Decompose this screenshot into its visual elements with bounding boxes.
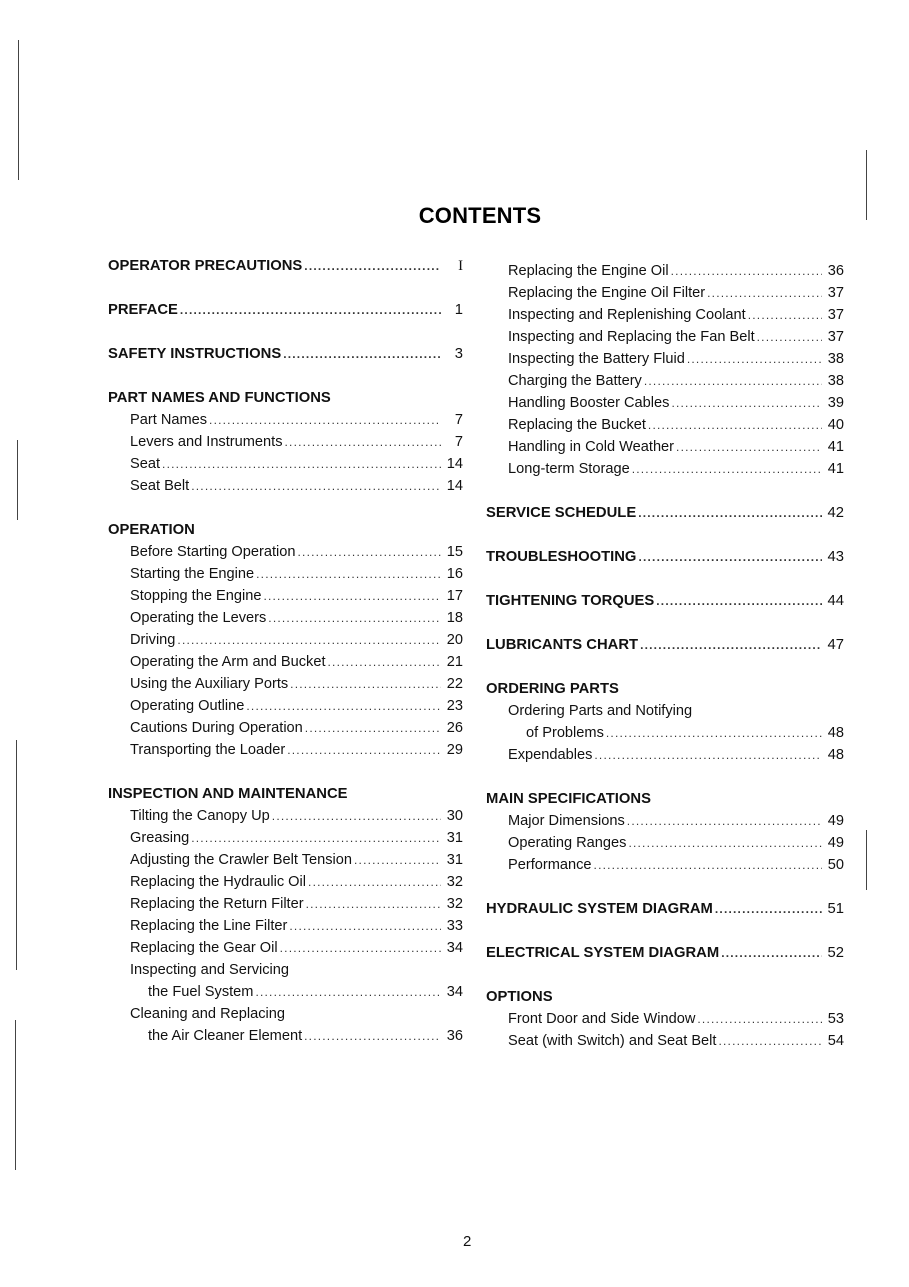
toc-label: Operating the Arm and Bucket bbox=[130, 654, 326, 670]
toc-entry[interactable] bbox=[486, 414, 844, 436]
toc-page: 32 bbox=[446, 874, 463, 890]
toc-entry[interactable] bbox=[486, 744, 844, 766]
toc-page: 52 bbox=[827, 945, 844, 961]
toc-entry[interactable] bbox=[486, 282, 844, 304]
toc-page: 39 bbox=[827, 395, 844, 411]
toc-page: 26 bbox=[446, 720, 463, 736]
leader-dots bbox=[638, 502, 822, 524]
toc-label: Seat Belt bbox=[130, 478, 190, 494]
leader-dots bbox=[632, 458, 822, 480]
toc-page: 31 bbox=[446, 852, 463, 868]
leader-dots bbox=[272, 805, 441, 827]
toc-label: Part Names bbox=[130, 412, 208, 428]
toc-entry[interactable] bbox=[486, 810, 844, 832]
toc-page: 47 bbox=[827, 637, 844, 653]
leader-dots bbox=[757, 326, 822, 348]
leader-dots bbox=[268, 607, 441, 629]
toc-entry[interactable] bbox=[486, 458, 844, 480]
toc-entry-preface[interactable] bbox=[108, 299, 463, 321]
section-heading-operation: OPERATION bbox=[108, 522, 195, 538]
leader-dots bbox=[298, 541, 442, 563]
leader-dots bbox=[180, 299, 441, 321]
toc-page: 40 bbox=[827, 417, 844, 433]
toc-page: 22 bbox=[446, 676, 463, 692]
toc-entry-safety-instructions[interactable] bbox=[108, 343, 463, 365]
leader-dots bbox=[308, 871, 441, 893]
toc-label: Seat bbox=[130, 456, 161, 472]
toc-page: 29 bbox=[446, 742, 463, 758]
toc-label: Replacing the Line Filter bbox=[130, 918, 288, 934]
toc-page: 44 bbox=[827, 593, 844, 609]
toc-left-column bbox=[108, 255, 463, 1047]
toc-label: Cleaning and Replacing bbox=[130, 1006, 285, 1022]
toc-page: 48 bbox=[827, 747, 844, 763]
toc-page: 53 bbox=[827, 1011, 844, 1027]
toc-label: the Fuel System bbox=[148, 984, 254, 1000]
toc-entry[interactable] bbox=[108, 475, 463, 497]
toc-entry[interactable] bbox=[108, 805, 463, 827]
toc-page: 7 bbox=[454, 412, 463, 428]
leader-dots bbox=[255, 981, 441, 1003]
leader-dots bbox=[671, 260, 822, 282]
scan-edge-line-right bbox=[866, 830, 867, 890]
toc-entry[interactable] bbox=[486, 348, 844, 370]
toc-entry[interactable] bbox=[108, 695, 463, 717]
leader-dots bbox=[715, 898, 822, 920]
toc-label: Major Dimensions bbox=[508, 813, 625, 829]
page-number: 2 bbox=[463, 1233, 472, 1250]
toc-page: 51 bbox=[827, 901, 844, 917]
toc-page: 18 bbox=[446, 610, 463, 626]
toc-entry-line1[interactable] bbox=[108, 959, 463, 981]
scan-edge-line-left bbox=[17, 440, 18, 520]
toc-page: 42 bbox=[827, 505, 844, 521]
toc-page: 36 bbox=[827, 263, 844, 279]
leader-dots bbox=[246, 695, 441, 717]
leader-dots bbox=[283, 343, 441, 365]
toc-label: Driving bbox=[130, 632, 176, 648]
toc-label: OPERATOR PRECAUTIONS bbox=[108, 258, 303, 274]
toc-entry[interactable] bbox=[108, 893, 463, 915]
toc-label: Operating Outline bbox=[130, 698, 245, 714]
toc-entry[interactable] bbox=[108, 585, 463, 607]
leader-dots bbox=[721, 942, 822, 964]
toc-entry[interactable] bbox=[108, 409, 463, 431]
leader-dots bbox=[287, 739, 441, 761]
leader-dots bbox=[304, 1025, 441, 1047]
leader-dots bbox=[256, 563, 441, 585]
toc-label: HYDRAULIC SYSTEM DIAGRAM bbox=[486, 901, 713, 917]
toc-entry[interactable] bbox=[108, 937, 463, 959]
toc-entry-line1[interactable] bbox=[108, 1003, 463, 1025]
toc-label: Replacing the Bucket bbox=[508, 417, 646, 433]
toc-entry[interactable] bbox=[108, 871, 463, 893]
toc-label: Replacing the Return Filter bbox=[130, 896, 304, 912]
toc-entry[interactable] bbox=[486, 1008, 844, 1030]
leader-dots bbox=[594, 854, 822, 876]
toc-entry-hydraulic-diagram[interactable] bbox=[486, 898, 844, 920]
toc-label: the Air Cleaner Element bbox=[148, 1028, 303, 1044]
leader-dots bbox=[191, 827, 441, 849]
leader-dots bbox=[748, 304, 822, 326]
leader-dots bbox=[648, 414, 822, 436]
toc-label: Handling Booster Cables bbox=[508, 395, 670, 411]
toc-label: Front Door and Side Window bbox=[508, 1011, 696, 1027]
toc-label: Ordering Parts and Notifying bbox=[508, 703, 693, 719]
leader-dots bbox=[209, 409, 441, 431]
toc-label: Before Starting Operation bbox=[130, 544, 296, 560]
toc-entry[interactable] bbox=[108, 717, 463, 739]
toc-label: Operating the Levers bbox=[130, 610, 267, 626]
toc-entry[interactable] bbox=[108, 607, 463, 629]
toc-label: Charging the Battery bbox=[508, 373, 642, 389]
toc-label: Replacing the Gear Oil bbox=[130, 940, 278, 956]
toc-page: 37 bbox=[827, 307, 844, 323]
toc-label: TIGHTENING TORQUES bbox=[486, 593, 655, 609]
toc-entry-service-schedule[interactable] bbox=[486, 502, 844, 524]
toc-page: 7 bbox=[454, 434, 463, 450]
toc-page: 31 bbox=[446, 830, 463, 846]
toc-label: Replacing the Engine Oil Filter bbox=[508, 285, 706, 301]
toc-page: 48 bbox=[827, 725, 844, 741]
toc-entry[interactable] bbox=[108, 827, 463, 849]
toc-entry[interactable] bbox=[108, 431, 463, 453]
toc-label: Inspecting and Replenishing Coolant bbox=[508, 307, 746, 323]
toc-label: TROUBLESHOOTING bbox=[486, 549, 637, 565]
toc-label: Inspecting the Battery Fluid bbox=[508, 351, 685, 367]
leader-dots bbox=[628, 832, 822, 854]
toc-entry[interactable] bbox=[486, 832, 844, 854]
toc-entry-electrical-diagram[interactable] bbox=[486, 942, 844, 964]
toc-entry-tightening-torques[interactable] bbox=[486, 590, 844, 612]
leader-dots bbox=[707, 282, 822, 304]
leader-dots bbox=[285, 431, 441, 453]
leader-dots bbox=[328, 651, 441, 673]
section-heading-main-specifications: MAIN SPECIFICATIONS bbox=[486, 791, 651, 807]
toc-entry[interactable] bbox=[108, 563, 463, 585]
toc-page: 14 bbox=[446, 478, 463, 494]
leader-dots bbox=[697, 1008, 822, 1030]
toc-label: PREFACE bbox=[108, 302, 178, 318]
leader-dots bbox=[594, 744, 822, 766]
toc-entry[interactable] bbox=[486, 326, 844, 348]
toc-label: LUBRICANTS CHART bbox=[486, 637, 639, 653]
toc-page: 23 bbox=[446, 698, 463, 714]
toc-page: 37 bbox=[827, 329, 844, 345]
leader-dots bbox=[687, 348, 822, 370]
leader-dots bbox=[627, 810, 822, 832]
toc-label: Replacing the Engine Oil bbox=[508, 263, 669, 279]
leader-dots bbox=[644, 370, 822, 392]
toc-label: SAFETY INSTRUCTIONS bbox=[108, 346, 282, 362]
toc-label: Tilting the Canopy Up bbox=[130, 808, 270, 824]
page-title: CONTENTS bbox=[418, 203, 542, 228]
toc-label: Expendables bbox=[508, 747, 593, 763]
leader-dots bbox=[304, 255, 441, 277]
section-heading-inspection: INSPECTION AND MAINTENANCE bbox=[108, 786, 348, 802]
leader-dots bbox=[676, 436, 822, 458]
leader-dots bbox=[177, 629, 441, 651]
toc-page: 34 bbox=[446, 984, 463, 1000]
toc-entry-line1[interactable] bbox=[486, 700, 844, 722]
toc-label: Seat (with Switch) and Seat Belt bbox=[508, 1033, 717, 1049]
section-heading-options: OPTIONS bbox=[486, 989, 553, 1005]
toc-entry[interactable] bbox=[108, 1025, 463, 1047]
toc-entry[interactable] bbox=[486, 722, 844, 744]
toc-label: Transporting the Loader bbox=[130, 742, 286, 758]
toc-entry-operator-precautions[interactable] bbox=[108, 255, 463, 277]
toc-label: Adjusting the Crawler Belt Tension bbox=[130, 852, 352, 868]
toc-right-column bbox=[486, 260, 844, 1052]
toc-label: of Problems bbox=[526, 725, 604, 741]
toc-entry[interactable] bbox=[108, 739, 463, 761]
section-heading-ordering-parts: ORDERING PARTS bbox=[486, 681, 619, 697]
toc-entry[interactable] bbox=[486, 370, 844, 392]
toc-entry[interactable] bbox=[486, 392, 844, 414]
toc-page: 38 bbox=[827, 351, 844, 367]
toc-entry[interactable] bbox=[108, 981, 463, 1003]
toc-entry[interactable] bbox=[108, 651, 463, 673]
toc-label: Handling in Cold Weather bbox=[508, 439, 675, 455]
toc-page: 16 bbox=[446, 566, 463, 582]
toc-page: 21 bbox=[446, 654, 463, 670]
leader-dots bbox=[718, 1030, 822, 1052]
toc-label: Starting the Engine bbox=[130, 566, 255, 582]
leader-dots bbox=[280, 937, 441, 959]
toc-label: Long-term Storage bbox=[508, 461, 630, 477]
toc-page: 15 bbox=[446, 544, 463, 560]
toc-page: 34 bbox=[446, 940, 463, 956]
toc-page: 20 bbox=[446, 632, 463, 648]
toc-page: I bbox=[458, 258, 463, 274]
toc-page: 32 bbox=[446, 896, 463, 912]
toc-label: Stopping the Engine bbox=[130, 588, 262, 604]
toc-label: Performance bbox=[508, 857, 592, 873]
leader-dots bbox=[263, 585, 441, 607]
leader-dots bbox=[306, 893, 441, 915]
toc-entry-troubleshooting[interactable] bbox=[486, 546, 844, 568]
scan-edge-line-left bbox=[18, 40, 19, 180]
toc-page: 43 bbox=[827, 549, 844, 565]
leader-dots bbox=[289, 915, 441, 937]
toc-page: 33 bbox=[446, 918, 463, 934]
toc-entry[interactable] bbox=[486, 854, 844, 876]
toc-entry[interactable] bbox=[108, 915, 463, 937]
toc-page: 41 bbox=[827, 439, 844, 455]
leader-dots bbox=[191, 475, 441, 497]
toc-label: Levers and Instruments bbox=[130, 434, 283, 450]
toc-page: 17 bbox=[446, 588, 463, 604]
toc-page: 37 bbox=[827, 285, 844, 301]
toc-page: 3 bbox=[454, 346, 463, 362]
leader-dots bbox=[290, 673, 441, 695]
toc-entry-lubricants-chart[interactable] bbox=[486, 634, 844, 656]
toc-label: Replacing the Hydraulic Oil bbox=[130, 874, 307, 890]
scan-edge-line-left bbox=[16, 740, 17, 970]
toc-entry[interactable] bbox=[108, 541, 463, 563]
toc-label: Greasing bbox=[130, 830, 190, 846]
toc-page: 49 bbox=[827, 835, 844, 851]
toc-page: 50 bbox=[827, 857, 844, 873]
toc-entry[interactable] bbox=[486, 1030, 844, 1052]
toc-entry[interactable] bbox=[486, 436, 844, 458]
section-heading-part-names: PART NAMES AND FUNCTIONS bbox=[108, 390, 331, 406]
toc-entry[interactable] bbox=[486, 260, 844, 282]
leader-dots bbox=[162, 453, 441, 475]
toc-entry[interactable] bbox=[108, 849, 463, 871]
toc-entry[interactable] bbox=[486, 304, 844, 326]
scan-edge-line-left bbox=[15, 1020, 16, 1170]
toc-label: ELECTRICAL SYSTEM DIAGRAM bbox=[486, 945, 720, 961]
leader-dots bbox=[305, 717, 441, 739]
leader-dots bbox=[656, 590, 822, 612]
toc-page: 1 bbox=[454, 302, 463, 318]
toc-page: 41 bbox=[827, 461, 844, 477]
leader-dots bbox=[606, 722, 822, 744]
leader-dots bbox=[640, 634, 822, 656]
toc-label: SERVICE SCHEDULE bbox=[486, 505, 637, 521]
toc-page: 14 bbox=[446, 456, 463, 472]
toc-label: Operating Ranges bbox=[508, 835, 627, 851]
toc-label: Using the Auxiliary Ports bbox=[130, 676, 289, 692]
toc-entry[interactable] bbox=[108, 673, 463, 695]
toc-page: 30 bbox=[446, 808, 463, 824]
toc-entry[interactable] bbox=[108, 453, 463, 475]
toc-page: 49 bbox=[827, 813, 844, 829]
toc-page: 38 bbox=[827, 373, 844, 389]
leader-dots bbox=[638, 546, 822, 568]
leader-dots bbox=[671, 392, 822, 414]
toc-label: Inspecting and Replacing the Fan Belt bbox=[508, 329, 755, 345]
toc-label: Cautions During Operation bbox=[130, 720, 303, 736]
leader-dots bbox=[354, 849, 441, 871]
toc-page: 36 bbox=[446, 1028, 463, 1044]
toc-entry[interactable] bbox=[108, 629, 463, 651]
toc-page: 54 bbox=[827, 1033, 844, 1049]
toc-label: Inspecting and Servicing bbox=[130, 962, 290, 978]
